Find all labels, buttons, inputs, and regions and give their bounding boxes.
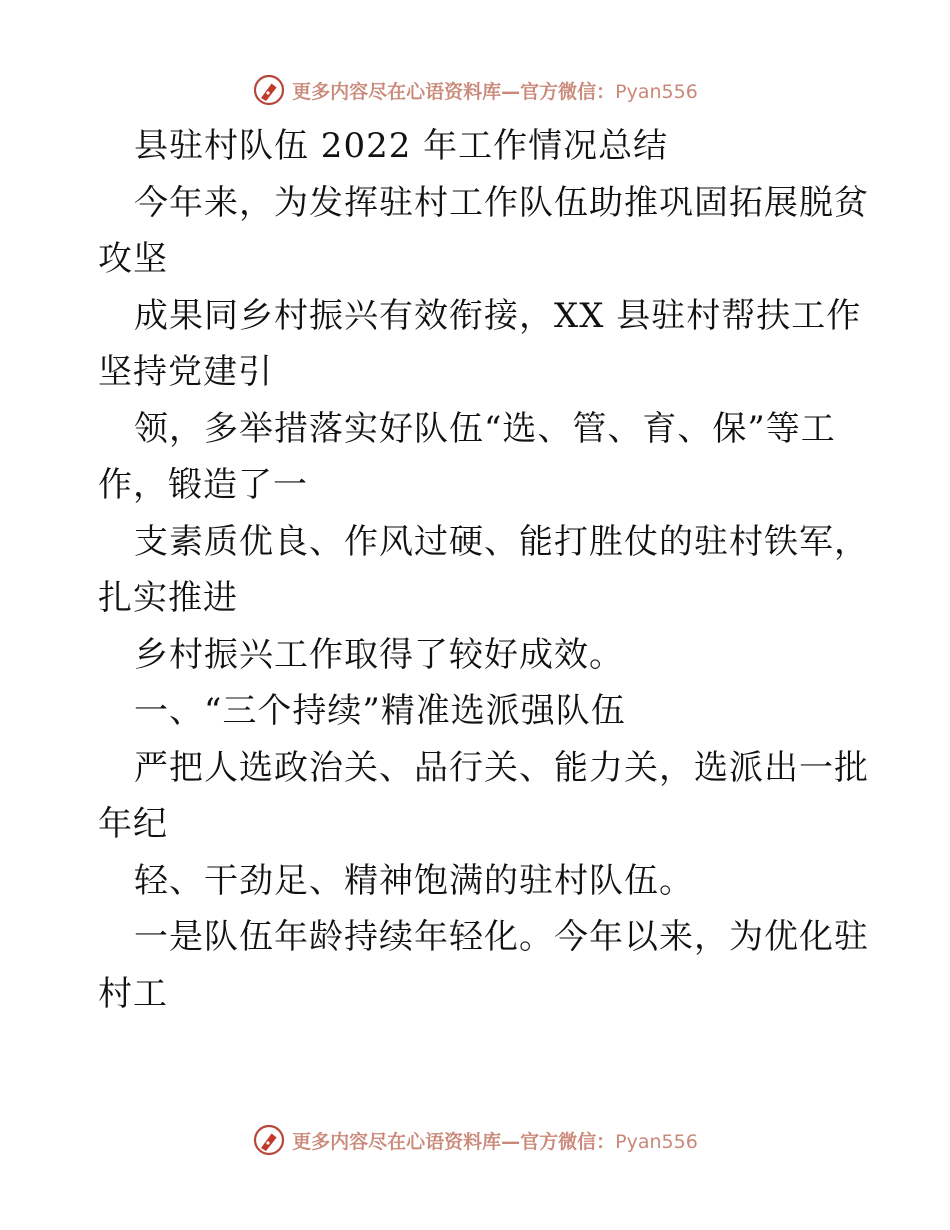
watermark-text: 更多内容尽在心语资料库—官方微信：Pyan556 bbox=[292, 80, 698, 103]
doc-line: 村工 bbox=[98, 973, 168, 1014]
footer-watermark bbox=[0, 1120, 950, 1160]
pen-nib-logo-icon bbox=[252, 73, 286, 107]
doc-line: 轻、干劲足、精神饱满的驻村队伍。 bbox=[134, 860, 694, 901]
header-watermark bbox=[0, 70, 950, 110]
section-heading: 一、“三个持续”精准选派强队伍 bbox=[134, 691, 626, 731]
doc-line: 攻坚 bbox=[98, 239, 168, 279]
doc-line: 乡村振兴工作取得了较好成效。 bbox=[134, 634, 624, 675]
pen-nib-logo-icon bbox=[252, 1123, 286, 1157]
document-body bbox=[98, 118, 869, 1022]
watermark-text: 更多内容尽在心语资料库—官方微信：Pyan556 bbox=[292, 1130, 698, 1153]
doc-line: 成果同乡村振兴有效衔接，XX 县驻村帮扶工作 bbox=[134, 295, 862, 336]
doc-line: 严把人选政治关、品行关、能力关，选派出一批 bbox=[134, 747, 869, 788]
doc-line: 领，多举措落实好队伍“选、管、育、保”等工 bbox=[134, 408, 836, 449]
doc-line: 支素质优良、作风过硬、能打胜仗的驻村铁军， bbox=[134, 521, 869, 562]
doc-title: 县驻村队伍 2022 年工作情况总结 bbox=[134, 126, 669, 166]
doc-line: 年纪 bbox=[98, 804, 168, 844]
doc-line: 一是队伍年龄持续年轻化。今年以来，为优化驻 bbox=[134, 917, 869, 957]
doc-line: 作，锻造了一 bbox=[98, 465, 308, 505]
doc-line: 今年来，为发挥驻村工作队伍助推巩固拓展脱贫 bbox=[134, 182, 869, 223]
doc-line: 坚持党建引 bbox=[98, 352, 273, 392]
watermark-wechat-id: Pyan556 bbox=[615, 1130, 698, 1153]
doc-line: 扎实推进 bbox=[98, 578, 238, 618]
watermark-wechat-id: Pyan556 bbox=[615, 80, 698, 103]
